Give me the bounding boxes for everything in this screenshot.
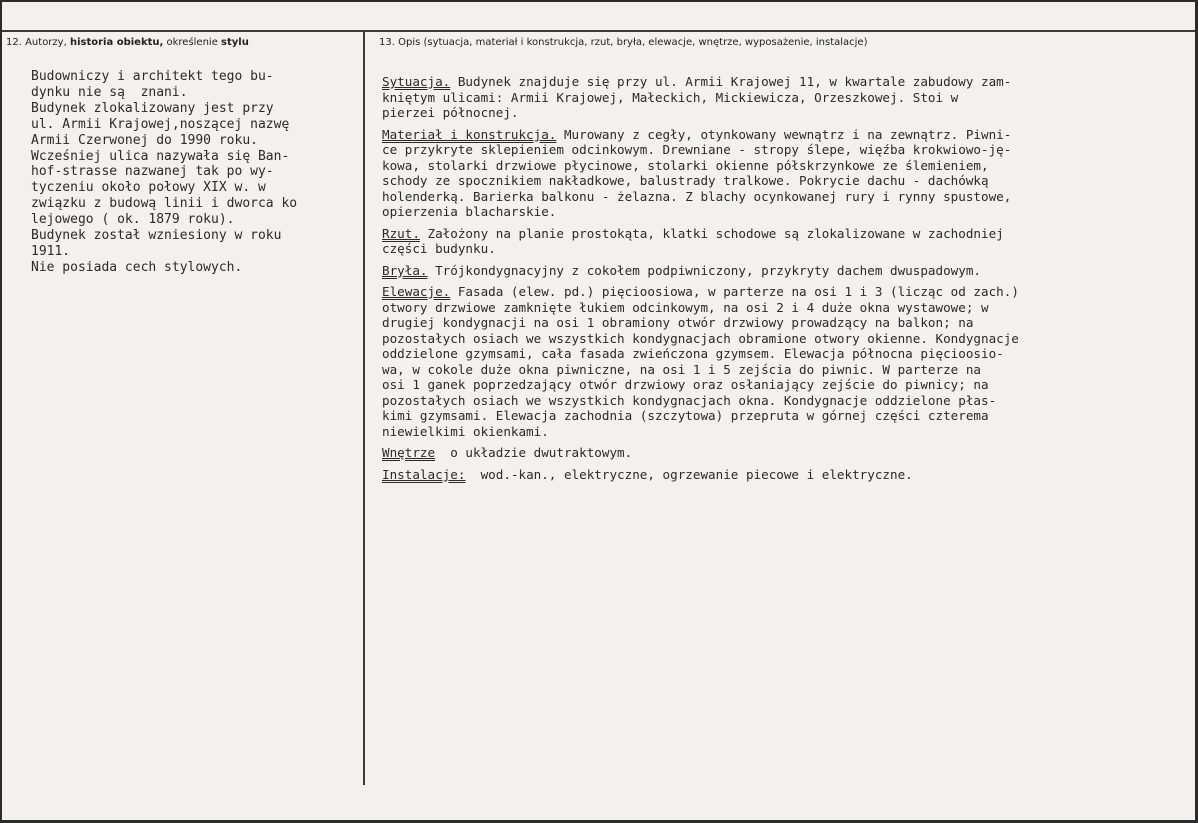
text-line: lejowego ( ok. 1879 roku). bbox=[31, 212, 235, 228]
inventory-card bbox=[2, 2, 1195, 820]
text-line: ul. Armii Krajowej,noszącej nazwę bbox=[31, 116, 290, 132]
text-line: hof-strasse nazwanej tak po wy- bbox=[31, 164, 274, 180]
bryla-paragraph: Bryła. Trójkondygnacyjny z cokołem podpiwniczony, przykryty dachem dwuspadowym. bbox=[382, 262, 981, 278]
text-line: związku z budową linii i dworca ko bbox=[31, 196, 298, 212]
text-line: Budynek został wzniesiony w roku bbox=[31, 228, 282, 244]
text-line: 1911. bbox=[31, 243, 71, 259]
wnetrze-label: Wnętrze bbox=[382, 445, 436, 460]
instalacje-label: Instalacje: bbox=[382, 466, 466, 482]
wnetrze-paragraph: Wnętrze o układzie dwutraktowym. bbox=[382, 445, 633, 460]
header-divider bbox=[2, 30, 1195, 32]
text-line: Wcześniej ulica nazywała się Ban- bbox=[31, 148, 290, 164]
text-line: tyczeniu około połowy XIX w. w bbox=[31, 180, 266, 196]
column-divider bbox=[363, 30, 365, 785]
description-text bbox=[382, 74, 1182, 488]
material-label: Materiał i konstrukcja. bbox=[382, 126, 557, 142]
section-12-header: 12. Autorzy, historia obiektu, określenie stylu bbox=[6, 37, 249, 48]
text-line: Budynek zlokalizowany jest przy bbox=[31, 100, 274, 116]
text-line: Nie posiada cech stylowych. bbox=[31, 259, 243, 275]
instalacje-paragraph: Instalacje: wod.-kan., elektryczne, ogrzewanie piecowe i elektryczne. bbox=[382, 466, 913, 482]
material-paragraph: Materiał i konstrukcja. Murowany z cegły, otynkowany wewnątrz i na zewnątrz. Piwni- ce przykryte sklepieniem odcinkowym. Drewniane - stropy ślepe, więźba krokwiowo-ję- kowa, stolarki drzwiowe płycinowe, stolarki okienne półskrzynkowe ze ślemieniem, schody ze spocznikiem nakładkowe, balustrady tralkowe. Pokrycie dachu - dachówką holenderką. Barierka balkonu - żelazna. Z blachy ocynkowanej rury i rynny spustowe, opierzenia blacharskie. bbox=[382, 126, 1012, 219]
elewacje-label: Elewacje. bbox=[382, 284, 451, 299]
sytuacja-paragraph: Sytuacja. Budynek znajduje się przy ul. Armii Krajowej 11, w kwartale zabudowy zam- kniętym ulicami: Armii Krajowej, Małeckich, Mickiewicza, Orzeszkowej. Stoi w pierzei północnej. bbox=[382, 74, 1012, 120]
rzut-label: Rzut. bbox=[382, 225, 420, 241]
authors-history-text bbox=[31, 69, 361, 276]
text-line: dynku nie są znani. bbox=[31, 84, 188, 100]
sytuacja-label: Sytuacja. bbox=[382, 74, 451, 89]
section-13-header: 13. Opis (sytuacja, materiał i konstrukcja, rzut, bryła, elewacje, wnętrze, wyposażenie, instalacje) bbox=[379, 37, 868, 48]
elewacje-paragraph: Elewacje. Fasada (elew. pd.) pięcioosiowa, w parterze na osi 1 i 3 (licząc od zach.) otwory drzwiowe zamknięte łukiem odcinkowym, na osi 2 i 4 duże okna wystawowe; w drugiej kondygnacji na osi 1 obramiony otwór drzwiowy prowadzący na balkon; na pozostałych osiach we wszystkich kondygnacjach obramione otwory okienne. Kondygnacje oddzielone gzymsami, cała fasada zwieńczona gzymsem. Elewacja północna pięcioosio- wa, w cokole duże okna piwniczne, na osi 1 i 5 zejścia do piwnic. W parterze na osi 1 ganek poprzedzający otwór drzwiowy oraz osłaniający zejście do piwnicy; na pozostałych osiach we wszystkich kondygnacjach okna. Kondygnacje oddzielone płas- kimi gzymsami. Elewacja zachodnia (szczytowa) przepruta w górnej części czterema niewielkimi okienkami. bbox=[382, 284, 1019, 439]
rzut-paragraph: Rzut. Założony na planie prostokąta, klatki schodowe są zlokalizowane w zachodniej części budynku. bbox=[382, 225, 1004, 256]
text-line: Armii Czerwonej do 1990 roku. bbox=[31, 132, 258, 148]
bryla-label: Bryła. bbox=[382, 262, 428, 278]
text-line: Budowniczy i architekt tego bu- bbox=[31, 69, 274, 84]
